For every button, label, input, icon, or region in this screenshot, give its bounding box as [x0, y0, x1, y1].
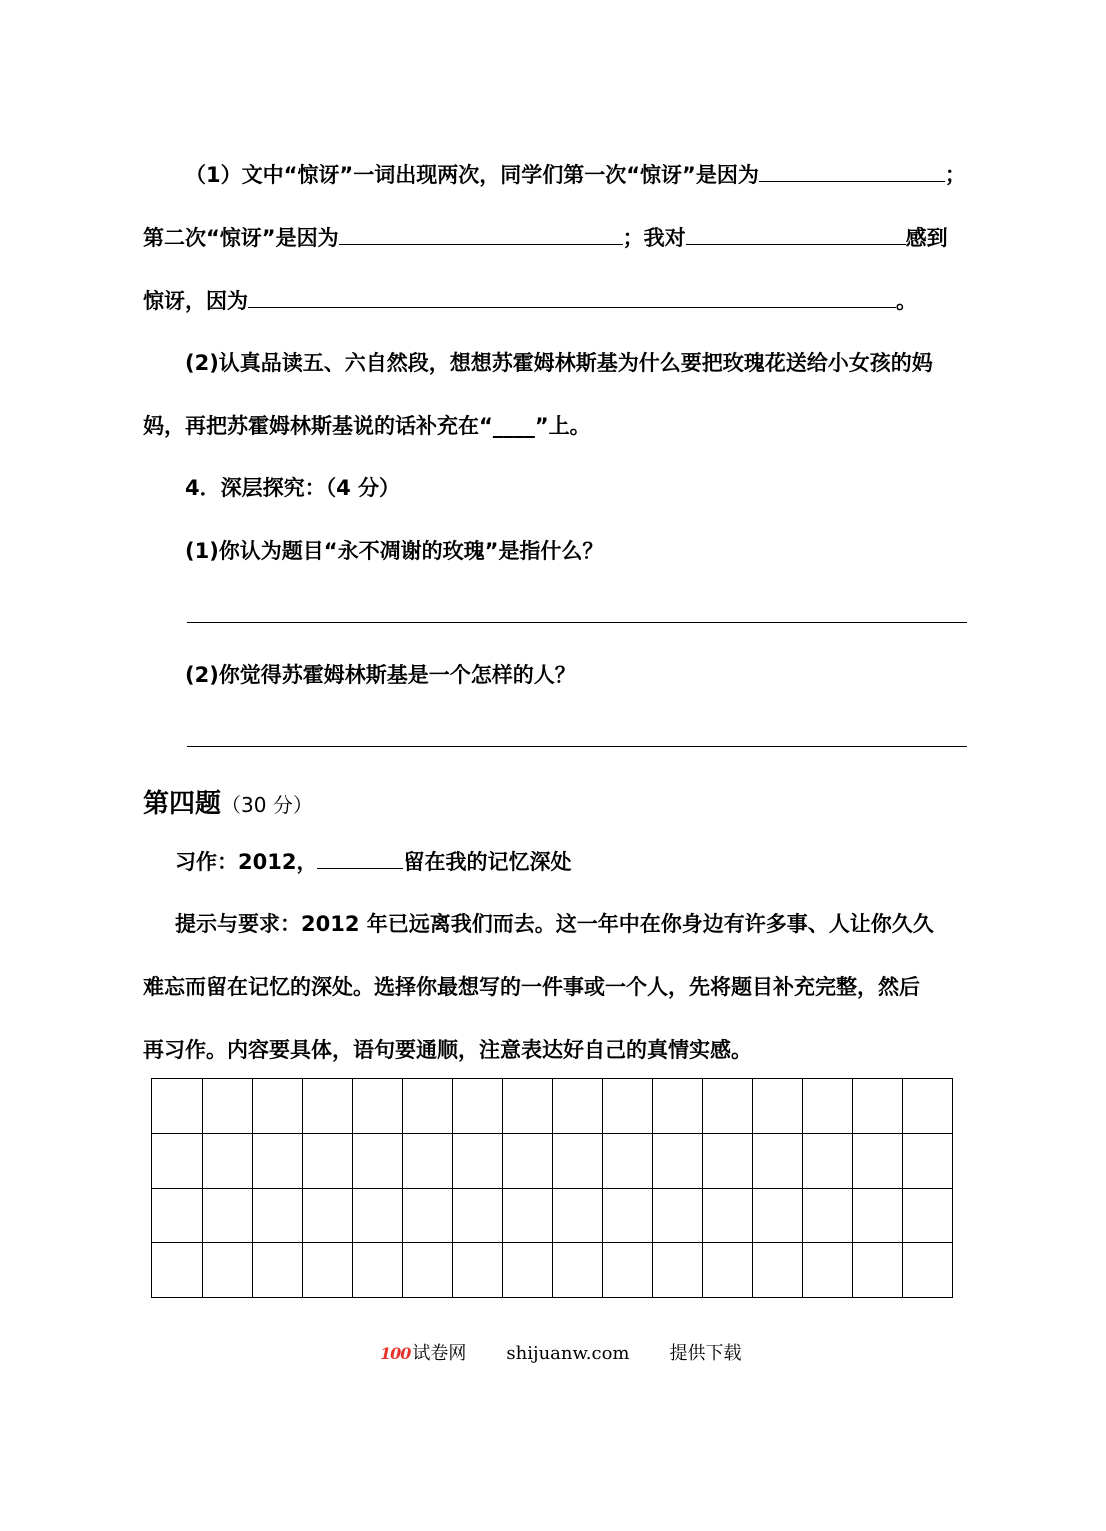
- answer-blank[interactable]: [248, 287, 896, 308]
- section-heading: 第四题（30 分）: [143, 789, 313, 819]
- q4-sub2: (2)你觉得苏霍姆林斯基是一个怎样的人？: [185, 663, 576, 687]
- answer-line[interactable]: [187, 746, 967, 747]
- essay-title: 习作：2012， 留在我的记忆深处: [175, 850, 572, 874]
- q3-2-line2: 妈，再把苏霍姆林斯基说的话补充在“____”上。: [143, 414, 591, 438]
- q3-2-line1: (2)认真品读五、六自然段，想想苏霍姆林斯基为什么要把玫瑰花送给小女孩的妈: [185, 351, 933, 375]
- footer-note: 提供下载: [669, 1343, 742, 1364]
- essay-requirements-line2: 难忘而留在记忆的深处。选择你最想写的一件事或一个人，先将题目补充完整，然后: [143, 975, 920, 999]
- grid-line: [152, 1188, 952, 1189]
- site-name: 试卷网: [412, 1343, 467, 1364]
- q4-sub1: (1)你认为题目“永不凋谢的玫瑰”是指什么？: [185, 539, 604, 563]
- answer-blank[interactable]: [339, 224, 623, 245]
- grid-line: [152, 1133, 952, 1134]
- writing-grid[interactable]: [151, 1078, 953, 1298]
- essay-requirements-line1: 提示与要求：2012 年已远离我们而去。这一年中在你身边有许多事、人让你久久: [175, 912, 934, 936]
- grid-line: [152, 1242, 952, 1243]
- answer-blank[interactable]: ____: [492, 414, 535, 438]
- footer: [380, 1339, 741, 1365]
- q4-title: 4．深层探究：（4 分）: [185, 476, 401, 500]
- answer-blank[interactable]: [759, 161, 945, 182]
- q3-1-line1: （1）文中“惊讶”一词出现两次，同学们第一次“惊讶”是因为 ；: [185, 163, 966, 187]
- essay-requirements-line3: 再习作。内容要具体，语句要通顺，注意表达好自己的真情实感。: [143, 1038, 752, 1062]
- q3-1-line3: 惊讶，因为 。: [143, 289, 917, 313]
- answer-blank[interactable]: [686, 224, 906, 245]
- site-domain[interactable]: shijuanw.com: [506, 1343, 630, 1364]
- q3-1-line2: 第二次“惊讶”是因为 ；我对 感到: [143, 226, 948, 250]
- essay-title-blank[interactable]: [317, 848, 403, 869]
- answer-line[interactable]: [187, 622, 967, 623]
- site-logo-icon: 100: [380, 1344, 411, 1363]
